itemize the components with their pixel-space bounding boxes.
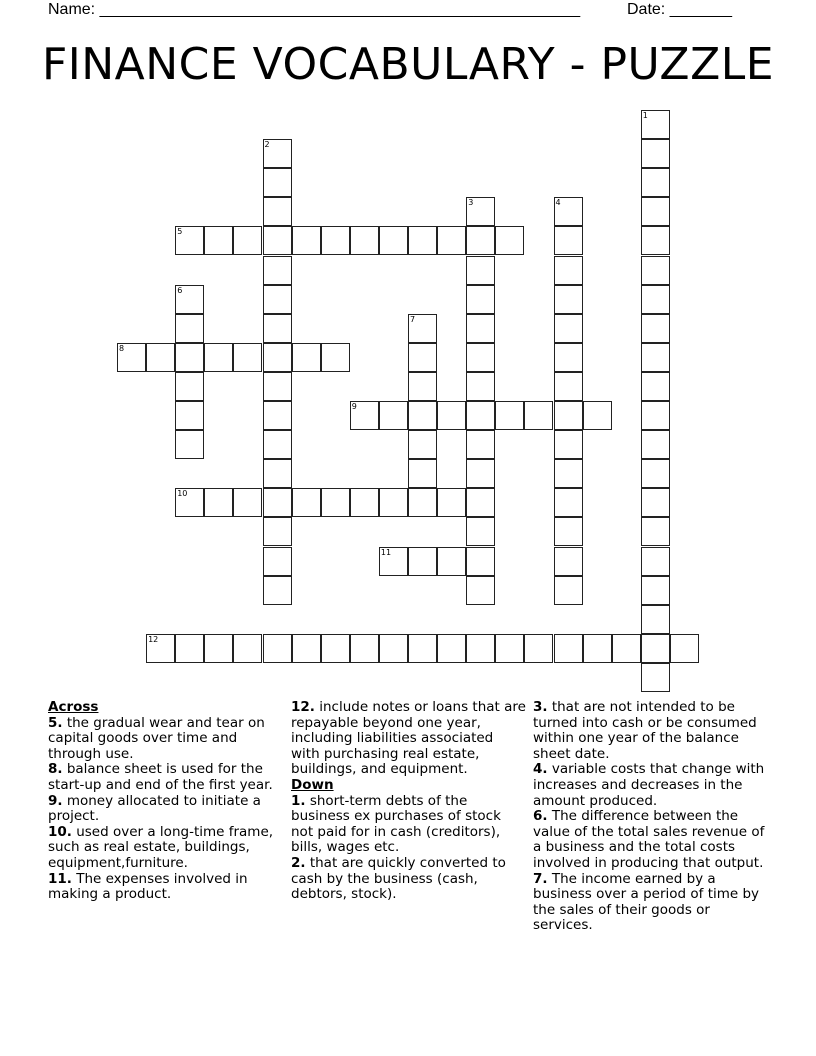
- crossword-cell[interactable]: [495, 226, 524, 255]
- page-title: FINANCE VOCABULARY - PUZZLE: [41, 39, 775, 90]
- clues-column-3: [533, 700, 768, 934]
- crossword-cell[interactable]: [554, 226, 583, 255]
- clues-column-1: [48, 700, 283, 903]
- crossword-cell[interactable]: [379, 547, 408, 576]
- crossword-cell[interactable]: [554, 285, 583, 314]
- clue-down-1: 1. short-term debts of the business ex purchases of stock not paid for in cash (creditors), bills, wages etc.: [291, 792, 501, 856]
- crossword-cell[interactable]: [554, 517, 583, 546]
- crossword-cell[interactable]: [641, 256, 670, 285]
- crossword-cell[interactable]: [466, 197, 495, 226]
- crossword-cell[interactable]: [466, 488, 495, 517]
- crossword-cell[interactable]: [379, 634, 408, 663]
- crossword-cell[interactable]: [670, 634, 699, 663]
- crossword-cell[interactable]: [524, 401, 553, 430]
- crossword-cell[interactable]: [408, 547, 437, 576]
- crossword-cell[interactable]: [379, 488, 408, 517]
- crossword-cell[interactable]: [495, 634, 524, 663]
- crossword-cell[interactable]: [175, 372, 204, 401]
- clue-across-11: 11. The expenses involved in making a product.: [48, 870, 248, 903]
- cell-number: 12: [148, 634, 159, 644]
- crossword-cell[interactable]: [263, 139, 292, 168]
- cell-number: 2: [264, 140, 270, 150]
- crossword-cell[interactable]: [175, 226, 204, 255]
- crossword-cell[interactable]: [175, 488, 204, 517]
- crossword-cell[interactable]: [466, 372, 495, 401]
- crossword-cell[interactable]: [641, 605, 670, 634]
- clue-down-3: 3. that are not intended to be turned into cash or be consumed within one year of the balance sheet date.: [533, 699, 757, 762]
- crossword-cell[interactable]: [641, 430, 670, 459]
- crossword-cell[interactable]: [350, 401, 379, 430]
- crossword-cell[interactable]: [641, 401, 670, 430]
- crossword-cell[interactable]: [554, 197, 583, 226]
- crossword-cell[interactable]: [641, 285, 670, 314]
- crossword-cell[interactable]: [292, 226, 321, 255]
- crossword-cell[interactable]: [554, 314, 583, 343]
- crossword-cell[interactable]: [437, 634, 466, 663]
- crossword-cell[interactable]: [350, 488, 379, 517]
- clue-across-8: 8. balance sheet is used for the start-up and end of the first year.: [48, 761, 273, 793]
- crossword-cell[interactable]: [466, 634, 495, 663]
- crossword-cell[interactable]: [263, 401, 292, 430]
- crossword-cell[interactable]: [204, 343, 233, 372]
- crossword-cell[interactable]: [466, 343, 495, 372]
- crossword-cell[interactable]: [233, 634, 262, 663]
- across-heading: Across: [48, 699, 99, 715]
- name-label: Name:: [48, 1, 96, 18]
- crossword-cell[interactable]: [641, 372, 670, 401]
- crossword-cell[interactable]: [175, 285, 204, 314]
- crossword-cell[interactable]: [583, 401, 612, 430]
- crossword-cell[interactable]: [524, 634, 553, 663]
- cell-number: 11: [380, 547, 392, 557]
- crossword-cell[interactable]: [554, 459, 583, 488]
- crossword-cell[interactable]: [263, 576, 292, 605]
- crossword-cell[interactable]: [146, 343, 175, 372]
- crossword-cell[interactable]: [408, 430, 437, 459]
- crossword-cell[interactable]: [263, 430, 292, 459]
- cell-number: 1: [642, 111, 648, 120]
- crossword-cell[interactable]: [554, 634, 583, 663]
- crossword-cell[interactable]: [350, 226, 379, 255]
- clues-column-2: [291, 700, 526, 903]
- crossword-cell[interactable]: [466, 576, 495, 605]
- crossword-cell[interactable]: [641, 634, 670, 663]
- crossword-cell[interactable]: [466, 314, 495, 343]
- crossword-cell[interactable]: [379, 226, 408, 255]
- crossword-cell[interactable]: [233, 488, 262, 517]
- crossword-cell[interactable]: [263, 517, 292, 546]
- crossword-cell[interactable]: [175, 343, 204, 372]
- crossword-cell[interactable]: [466, 226, 495, 255]
- crossword-cell[interactable]: [263, 459, 292, 488]
- crossword-cell[interactable]: [554, 401, 583, 430]
- cell-number: 9: [351, 402, 357, 411]
- crossword-cell[interactable]: [466, 517, 495, 546]
- crossword-cell[interactable]: [641, 459, 670, 488]
- crossword-cell[interactable]: [641, 197, 670, 226]
- crossword-cell[interactable]: [495, 401, 524, 430]
- cell-number: 10: [177, 489, 188, 499]
- crossword-cell[interactable]: [641, 139, 670, 168]
- crossword-cell[interactable]: [554, 576, 583, 605]
- clue-down-7: 7. The income earned by a business over a period of time by the sales of their goods or services.: [533, 870, 760, 934]
- crossword-cell[interactable]: [263, 372, 292, 401]
- crossword-cell[interactable]: [641, 547, 670, 576]
- clue-down-6: 6. The difference between the value of the total sales revenue of a business and the total costs involved in producing that output.: [533, 808, 765, 871]
- crossword-cell[interactable]: [612, 634, 641, 663]
- crossword-cell[interactable]: [641, 168, 670, 197]
- crossword-cell[interactable]: [437, 547, 466, 576]
- crossword-cell[interactable]: [263, 256, 292, 285]
- crossword-cell[interactable]: [263, 488, 292, 517]
- crossword-cell[interactable]: [437, 401, 466, 430]
- crossword-cell[interactable]: [583, 634, 612, 663]
- crossword-cell[interactable]: [641, 488, 670, 517]
- cell-number: 7: [410, 314, 416, 324]
- cell-number: 8: [119, 343, 125, 353]
- crossword-cell[interactable]: [466, 459, 495, 488]
- crossword-cell[interactable]: [466, 430, 495, 459]
- crossword-cell[interactable]: [263, 343, 292, 372]
- crossword-cell[interactable]: [350, 634, 379, 663]
- date-blank[interactable]: _______: [669, 1, 732, 18]
- clue-down-2: 2. that are quickly converted to cash by the business (cash, debtors, stock).: [291, 854, 506, 903]
- clue-across-12: 12. include notes or loans that are repayable beyond one year, including liabilities associated with purchasing real estate, buildings, and equipment.: [291, 699, 526, 778]
- crossword-cell[interactable]: [641, 576, 670, 605]
- crossword-cell[interactable]: [554, 430, 583, 459]
- crossword-cell[interactable]: [554, 343, 583, 372]
- crossword-cell[interactable]: [554, 256, 583, 285]
- crossword-cell[interactable]: [263, 314, 292, 343]
- crossword-cell[interactable]: [408, 634, 437, 663]
- down-heading: Down: [291, 776, 334, 793]
- crossword-cell[interactable]: [175, 634, 204, 663]
- crossword-cell[interactable]: [641, 110, 670, 139]
- crossword-cell[interactable]: [379, 401, 408, 430]
- crossword-cell[interactable]: [641, 517, 670, 546]
- crossword-cell[interactable]: [408, 459, 437, 488]
- crossword-cell[interactable]: [466, 547, 495, 576]
- crossword-cell[interactable]: [321, 488, 350, 517]
- crossword-cell[interactable]: [554, 372, 583, 401]
- crossword-cell[interactable]: [641, 314, 670, 343]
- crossword-cell[interactable]: [263, 197, 292, 226]
- crossword-cell[interactable]: [204, 226, 233, 255]
- crossword-cell[interactable]: [408, 401, 437, 430]
- clue-across-10: 10. used over a long-time frame, such as real estate, buildings, equipment,furniture.: [48, 823, 274, 871]
- crossword-cell[interactable]: [117, 343, 146, 372]
- crossword-cell[interactable]: [408, 372, 437, 401]
- crossword-cell[interactable]: [321, 226, 350, 255]
- crossword-cell[interactable]: [233, 343, 262, 372]
- crossword-cell[interactable]: [204, 488, 233, 517]
- crossword-cell[interactable]: [554, 547, 583, 576]
- crossword-cell[interactable]: [263, 547, 292, 576]
- crossword-cell[interactable]: [641, 343, 670, 372]
- crossword-cell[interactable]: [321, 634, 350, 663]
- date-label: Date:: [627, 1, 666, 18]
- crossword-cell[interactable]: [466, 401, 495, 430]
- crossword-cell[interactable]: [437, 226, 466, 255]
- crossword-cell[interactable]: [175, 430, 204, 459]
- crossword-cell[interactable]: [408, 314, 437, 343]
- crossword-cell[interactable]: [146, 634, 175, 663]
- cell-number: 5: [177, 227, 183, 237]
- cell-number: 4: [555, 198, 561, 208]
- crossword-cell[interactable]: [263, 168, 292, 197]
- crossword-cell[interactable]: [263, 634, 292, 663]
- crossword-cell[interactable]: [175, 401, 204, 430]
- crossword-cell[interactable]: [175, 314, 204, 343]
- crossword-cell[interactable]: [466, 256, 495, 285]
- crossword-cell[interactable]: [408, 226, 437, 255]
- crossword-cell[interactable]: [204, 634, 233, 663]
- crossword-cell[interactable]: [233, 226, 262, 255]
- crossword-cell[interactable]: [292, 343, 321, 372]
- crossword-cell[interactable]: [641, 663, 670, 692]
- crossword-cell[interactable]: [437, 488, 466, 517]
- crossword-cell[interactable]: [321, 343, 350, 372]
- crossword-cell[interactable]: [408, 488, 437, 517]
- clue-across-5: 5. the gradual wear and tear on capital goods over time and through use.: [48, 714, 265, 762]
- name-blank[interactable]: ______________________________________________________: [99, 1, 581, 18]
- cell-number: 3: [468, 198, 474, 208]
- clue-across-9: 9. money allocated to initiate a project.: [48, 792, 261, 825]
- crossword-cell[interactable]: [408, 343, 437, 372]
- clue-down-4: 4. variable costs that change with increases and decreases in the amount produced.: [533, 761, 765, 809]
- crossword-cell[interactable]: [554, 488, 583, 517]
- crossword-cell[interactable]: [466, 285, 495, 314]
- crossword-cell[interactable]: [263, 285, 292, 314]
- crossword-cell[interactable]: [263, 226, 292, 255]
- crossword-cell[interactable]: [292, 488, 321, 517]
- crossword-cell[interactable]: [641, 226, 670, 255]
- cell-number: 6: [177, 285, 183, 295]
- crossword-cell[interactable]: [292, 634, 321, 663]
